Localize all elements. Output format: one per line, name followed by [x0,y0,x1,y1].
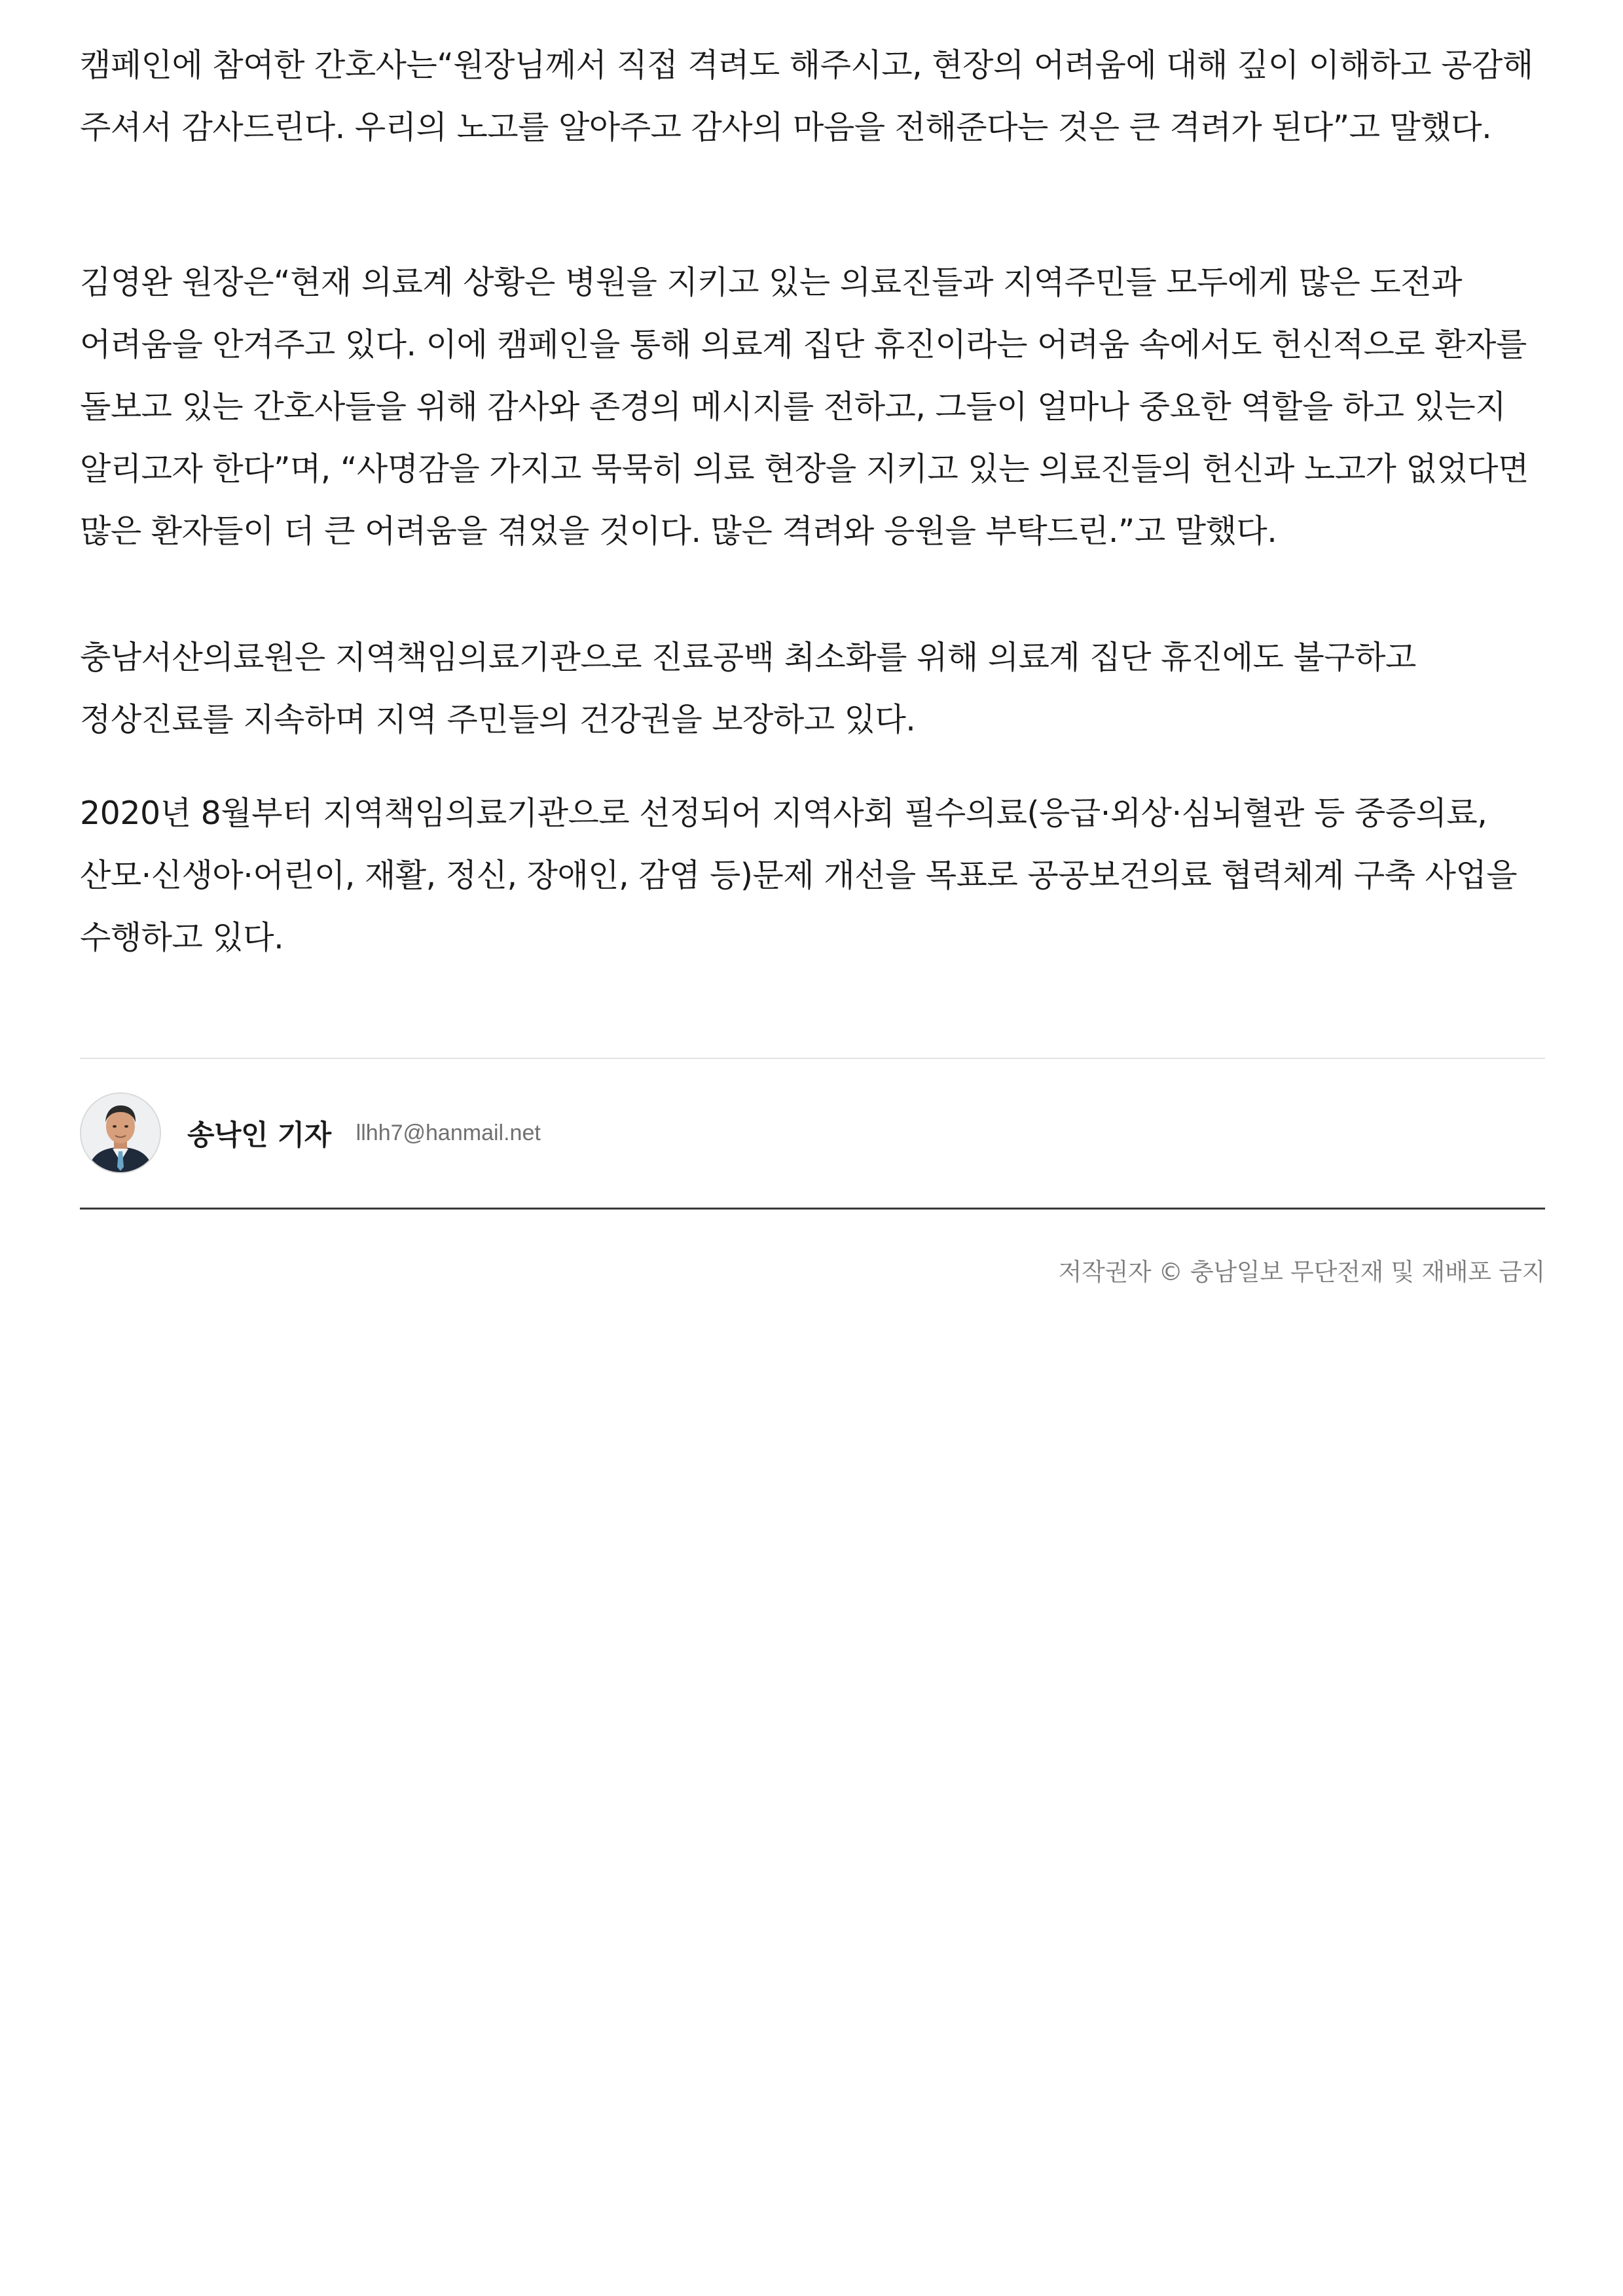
article-paragraph-2: 김영완 원장은“현재 의료계 상황은 병원을 지키고 있는 의료진들과 지역주민들 모두에게 많은 도전과 어려움을 안겨주고 있다. 이에 캠페인을 통해 의료계 집단 휴진이라는 어려움 속에서도 헌신적으로 환자를 돌보고 있는 간호사들을 위해 감사와 존경의 메시지를 전하고, 그들이 얼마나 중요한 역할을 하고 있는지 알리고자 한다”며, “사명감을 가지고 묵묵히 의료 현장을 지키고 있는 의료진들의 헌신과 노고가 없었다면 많은 환자들이 더 큰 어려움을 겪었을 것이다. 많은 격려와 응원을 부탁드린.”고 말했다. [80,264,1529,550]
article-paragraph-1: 캠페인에 참여한 간호사는“원장님께서 직접 격려도 해주시고, 현장의 어려움에 대해 깊이 이해하고 공감해 주셔서 감사드린다. 우리의 노고를 알아주고 감사의 마음을 전해준다는 것은 큰 격려가 된다”고 말했다. [80,46,1533,146]
article-paragraph-4: 2020년 8월부터 지역책임의료기관으로 선정되어 지역사회 필수의료(응급·외상·심뇌혈관 등 중증의료, 산모·신생아·어린이, 재활, 정신, 장애인, 감염 등)문제 개선을 목표로 공공보건의료 협력체계 구축 사업을 수행하고 있다. [80,795,1518,956]
byline-top-divider [80,1058,1545,1059]
reporter-name: 송낙인 기자 [187,1119,331,1152]
reporter-byline [80,1090,541,1175]
copyright-notice: 저작권자 © 충남일보 무단전재 및 재배포 금지 [1058,1258,1545,1286]
byline-bottom-divider [80,1208,1545,1210]
reporter-email-link[interactable]: llhh7@hanmail.net [356,1120,541,1145]
reporter-photo-icon [80,1092,161,1174]
article-paragraph-3: 충남서산의료원은 지역책임의료기관으로 진료공백 최소화를 위해 의료계 집단 휴진에도 불구하고 정상진료를 지속하며 지역 주민들의 건강권을 보장하고 있다. [80,639,1416,738]
